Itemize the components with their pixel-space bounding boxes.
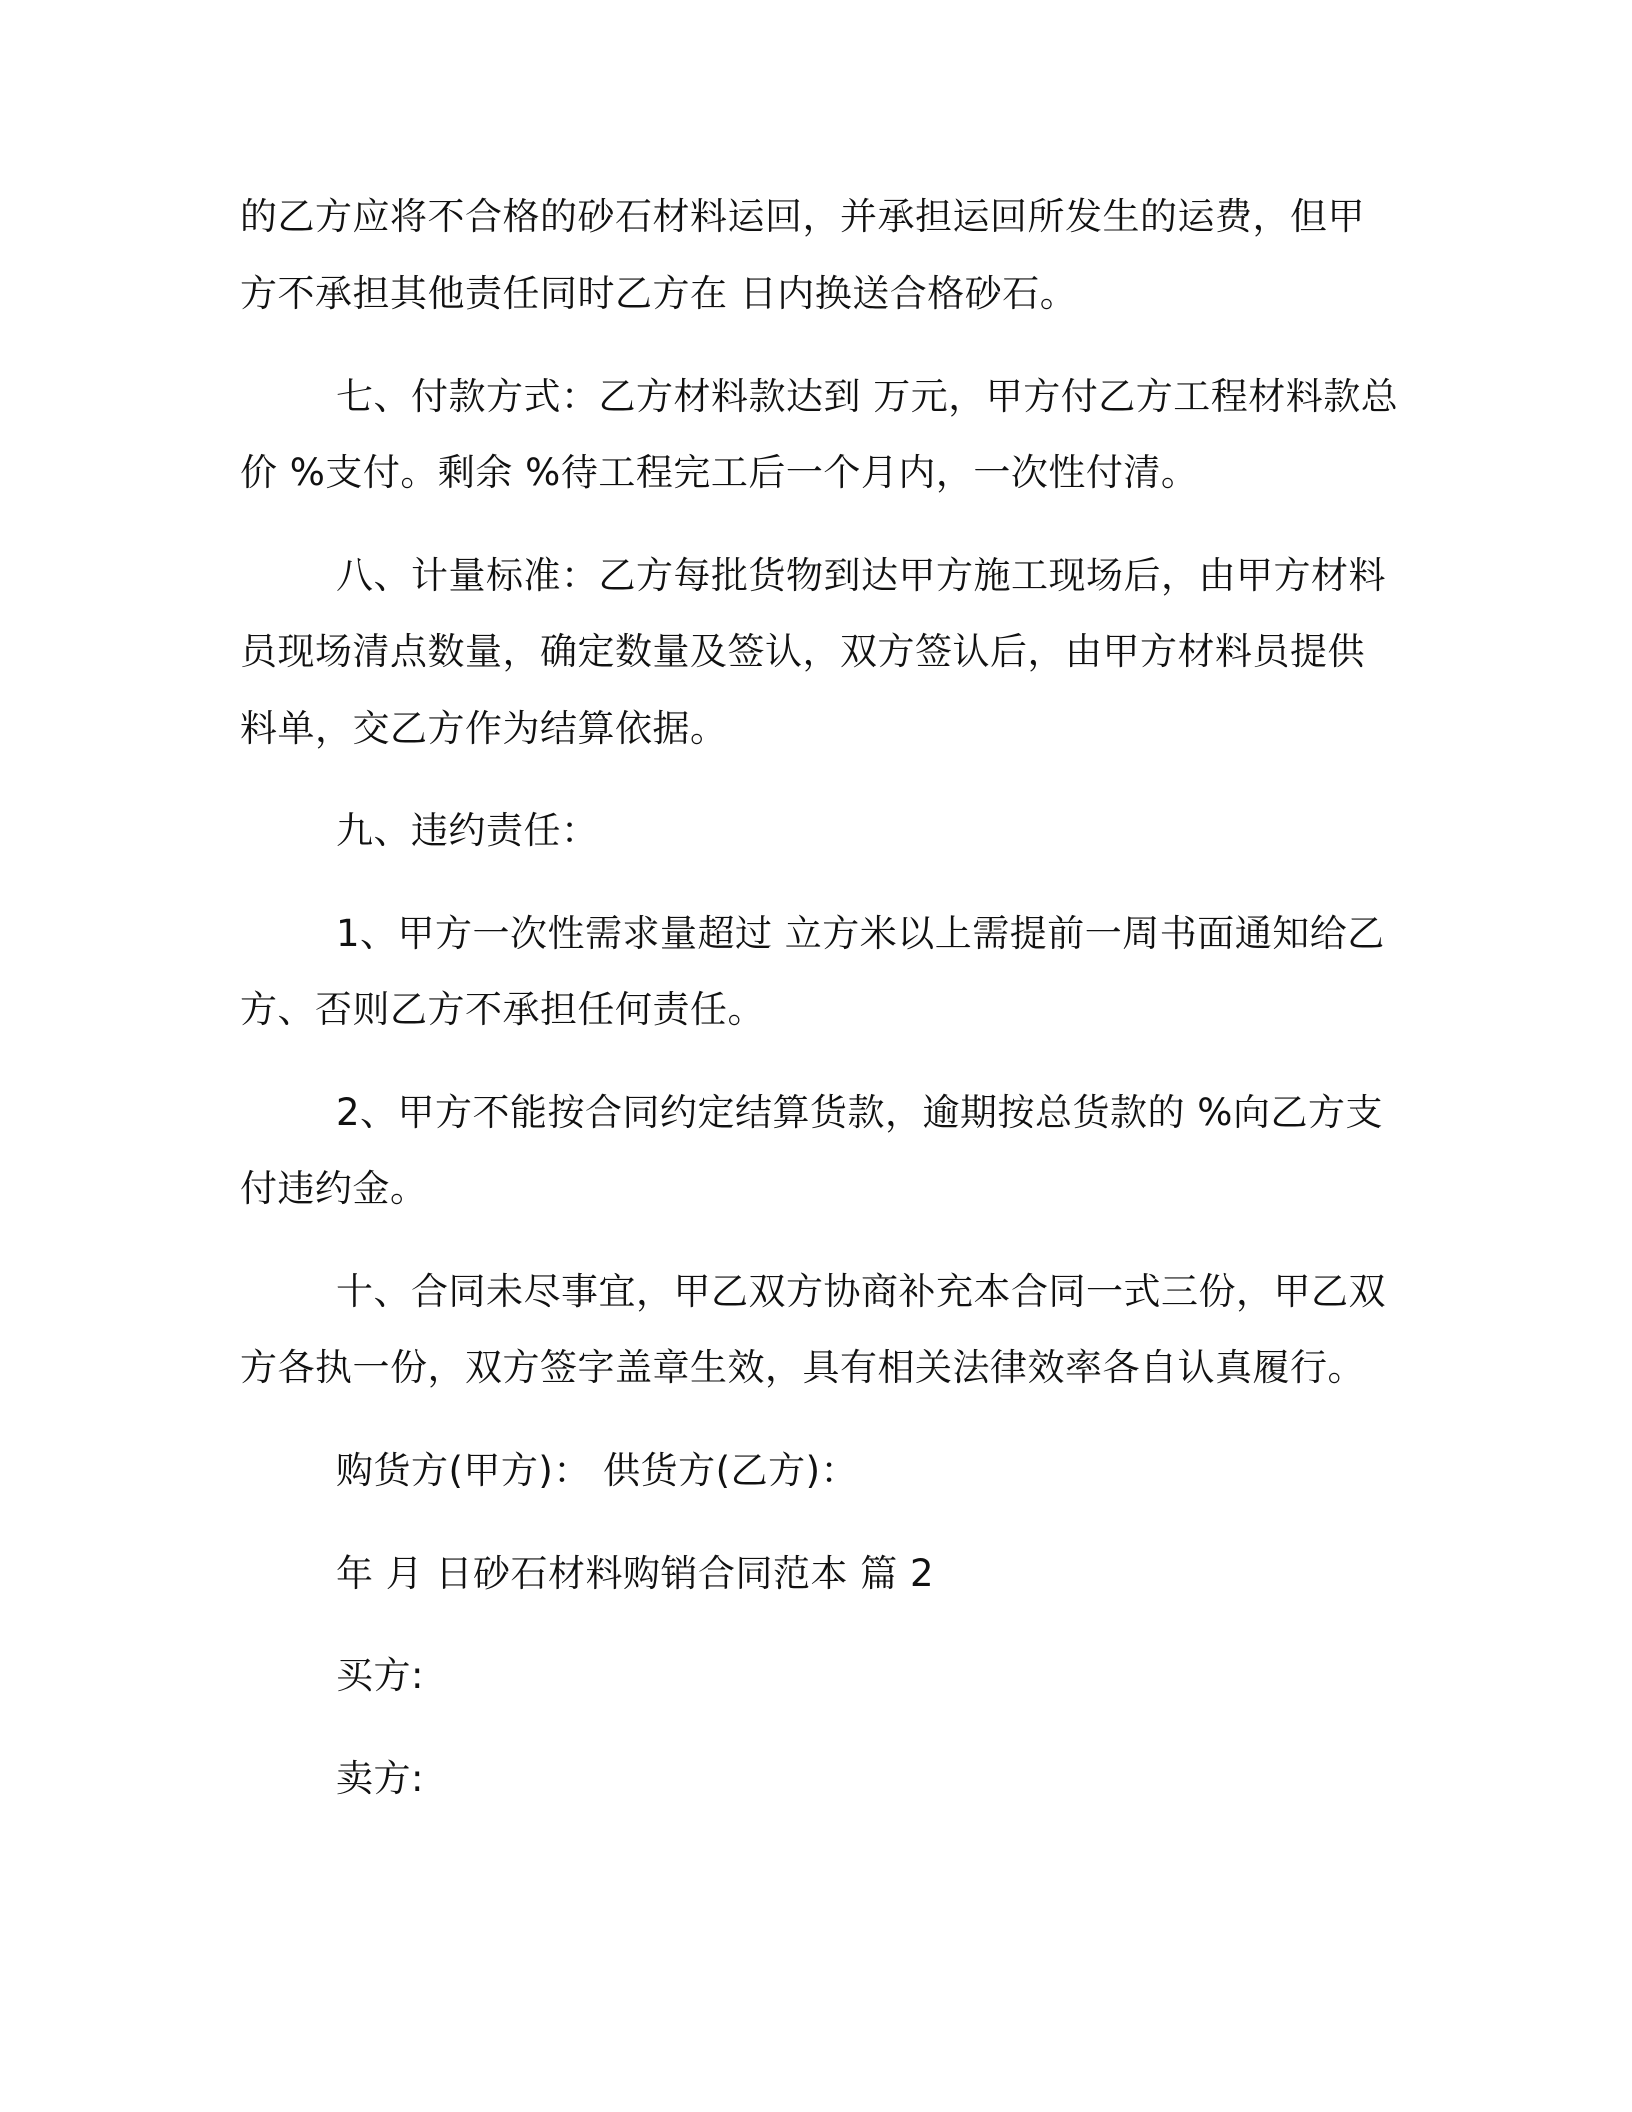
clause-9-item-1: 1、甲方一次性需求量超过 立方米以上需提前一周书面通知给乙 (336, 912, 1385, 955)
date-title-line: 年 月 日砂石材料购销合同范本 篇 2 (336, 1552, 935, 1595)
text-line: 价 %支付。剩余 %待工程完工后一个月内，一次性付清。 (240, 451, 1199, 494)
text-line: 方、否则乙方不承担任何责任。 (240, 988, 765, 1031)
clause-9-item-2: 2、甲方不能按合同约定结算货款，逾期按总货款的 %向乙方支 (336, 1091, 1383, 1134)
buyer-line: 买方: (336, 1654, 424, 1697)
text-line: 料单，交乙方作为结算依据。 (240, 707, 728, 750)
text-line: 付违约金。 (240, 1167, 428, 1210)
clause-8-line: 八、计量标准：乙方每批货物到达甲方施工现场后，由甲方材料 (336, 554, 1386, 597)
text-line: 方不承担其他责任同时乙方在 日内换送合格砂石。 (240, 272, 1078, 315)
text-line: 方各执一份，双方签字盖章生效，具有相关法律效率各自认真履行。 (240, 1346, 1365, 1389)
clause-7-line: 七、付款方式：乙方材料款达到 万元，甲方付乙方工程材料款总 (336, 375, 1399, 418)
text-line: 的乙方应将不合格的砂石材料运回，并承担运回所发生的运费，但甲 (240, 195, 1365, 238)
text-line: 员现场清点数量，确定数量及签认，双方签认后，由甲方材料员提供 (240, 630, 1365, 673)
signature-line: 购货方(甲方)： 供货方(乙方)： (336, 1449, 859, 1492)
clause-10-line: 十、合同未尽事宜，甲乙双方协商补充本合同一式三份，甲乙双 (336, 1270, 1386, 1313)
document-page (240, 0, 1400, 2112)
clause-9-heading: 九、违约责任： (336, 809, 599, 852)
seller-line: 卖方: (336, 1757, 424, 1800)
